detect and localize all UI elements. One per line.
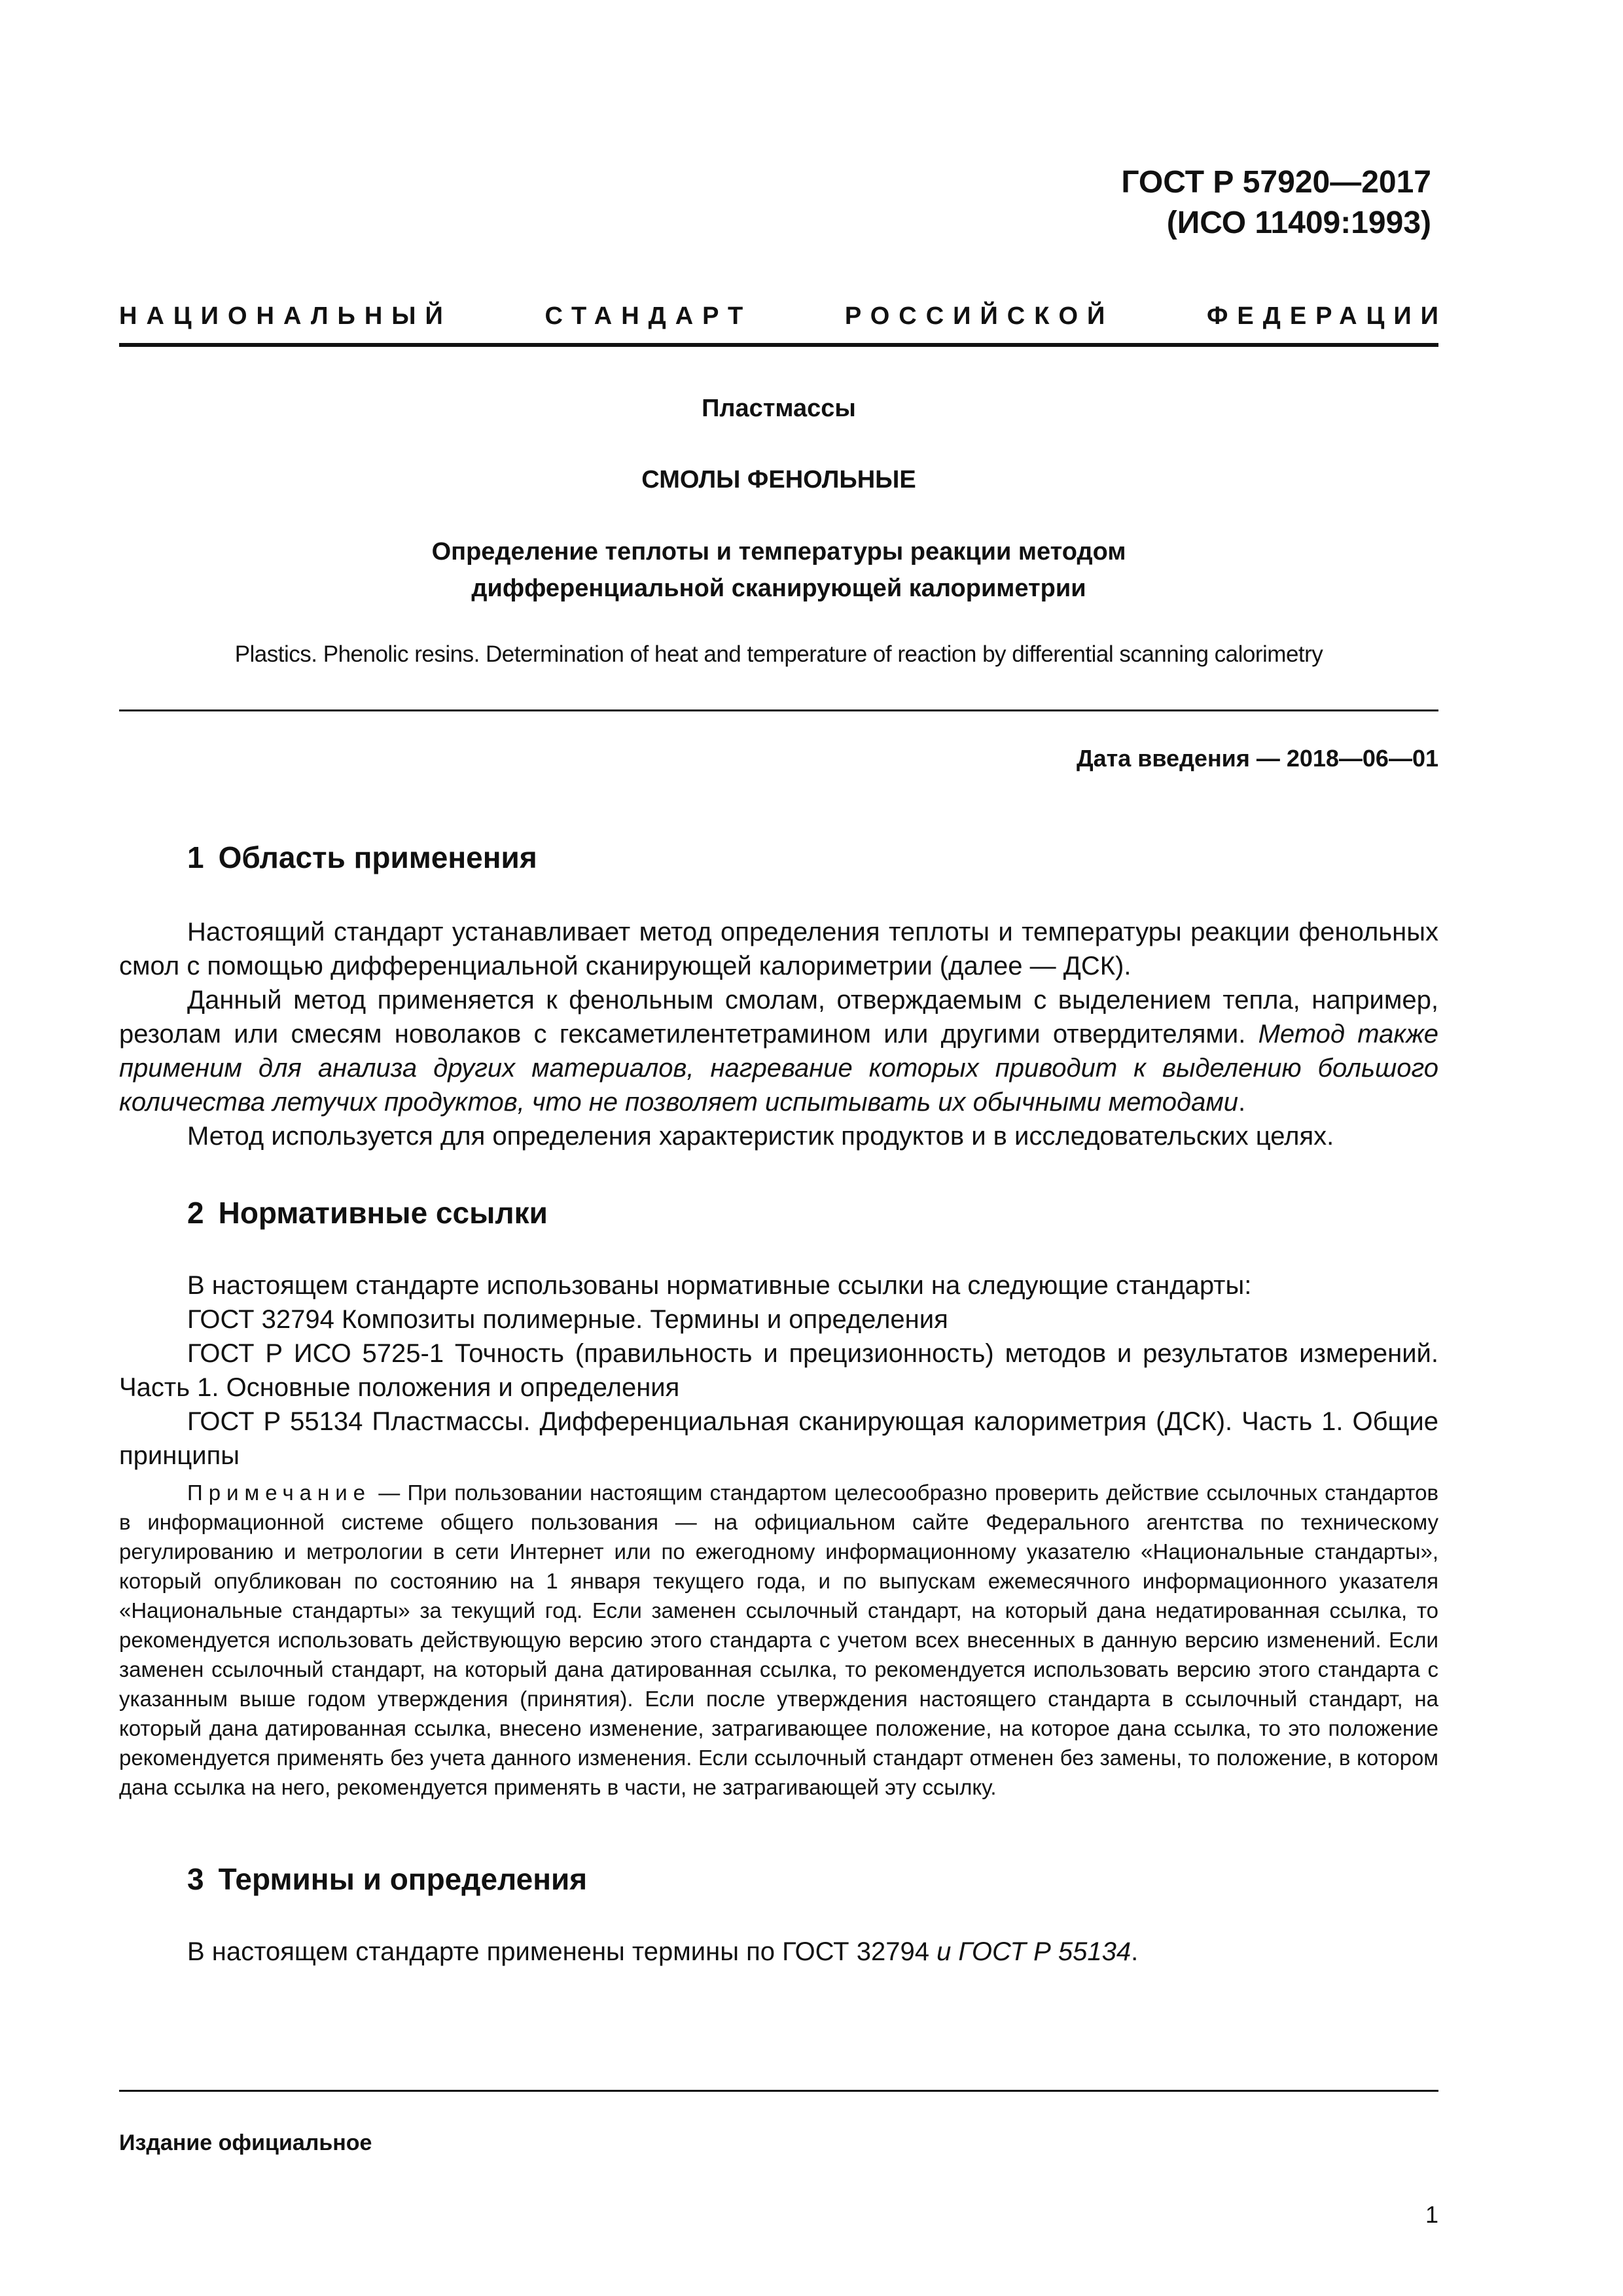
paragraph: Метод используется для определения характеристик продуктов и в исследовательских целях. xyxy=(187,1122,1334,1151)
iso-number: (ИСО 11409:1993) xyxy=(1166,206,1431,240)
standard-designation xyxy=(1121,162,1431,243)
banner-word: СТАНДАРТ xyxy=(544,302,753,330)
paragraph xyxy=(119,983,1438,1119)
paragraph: В настоящем стандарте использованы нормативные ссылки на следующие стандарты: xyxy=(187,1271,1252,1300)
paragraph-text: В настоящем стандарте применены термины по ГОСТ 32794 xyxy=(187,1937,937,1966)
paragraph xyxy=(119,1935,1438,1969)
footer-divider xyxy=(119,2090,1438,2092)
section-body xyxy=(119,1935,1438,1969)
paragraph-text: Данный метод применяется к фенольным смолам, отверждаемым с выделением тепла, например, резолам или смесям новолаков с гексаметилентетрамином или другими отвердителями. xyxy=(119,986,1438,1049)
header-divider xyxy=(119,343,1438,347)
note-label: Примечание xyxy=(187,1480,372,1505)
section-title: Нормативные ссылки xyxy=(218,1196,548,1230)
national-standard-banner xyxy=(119,302,1448,331)
section-title: Термины и определения xyxy=(218,1862,588,1896)
section-number: 2 xyxy=(187,1196,204,1230)
reference-item: ГОСТ Р ИСО 5725-1 Точность (правильность и прецизионность) методов и результатов измерений. Часть 1. Основные положения и определения xyxy=(119,1339,1438,1402)
title-subject: СМОЛЫ ФЕНОЛЬНЫЕ xyxy=(641,466,916,493)
title-method-line: дифференциальной сканирующей калориметрии xyxy=(471,575,1086,602)
section-body xyxy=(119,1268,1438,1473)
standard-number: ГОСТ Р 57920—2017 xyxy=(1121,165,1431,200)
banner-word: РОССИЙСКОЙ xyxy=(844,302,1115,330)
section-number: 3 xyxy=(187,1862,204,1896)
english-title: Plastics. Phenolic resins. Determination of heat and temperature of reaction by differential scanning calorimetry xyxy=(234,641,1323,667)
section-heading xyxy=(187,1861,587,1897)
reference-item: ГОСТ 32794 Композиты полимерные. Термины и определения xyxy=(187,1305,948,1334)
paragraph-italic-text: и ГОСТ Р 55134 xyxy=(936,1937,1132,1966)
paragraph-italic-text: Метод также применим для анализа других материалов, нагревание которых приводит к выделению большого количества летучих продуктов, что не позволяет испытывать их обычными методами xyxy=(119,1020,1438,1117)
paragraph: Настоящий стандарт устанавливает метод определения теплоты и температуры реакции фенольных смол с помощью дифференциальной сканирующей калориметрии (далее — ДСК). xyxy=(119,918,1438,980)
paragraph-text: . xyxy=(1131,1937,1139,1966)
note-block xyxy=(119,1478,1438,1802)
section-number: 1 xyxy=(187,840,204,874)
section-heading xyxy=(187,840,537,875)
official-edition-label: Издание официальное xyxy=(119,2130,372,2155)
title-method xyxy=(119,533,1438,607)
banner-word: НАЦИОНАЛЬНЫЙ xyxy=(119,302,452,330)
title-divider xyxy=(119,709,1438,711)
section-heading xyxy=(187,1195,548,1230)
reference-item: ГОСТ Р 55134 Пластмассы. Дифференциальная сканирующая калориметрия (ДСК). Часть 1. Общие принципы xyxy=(119,1407,1438,1470)
title-method-line: Определение теплоты и температуры реакции методом xyxy=(431,538,1126,565)
banner-word: ФЕДЕРАЦИИ xyxy=(1206,302,1448,330)
section-body xyxy=(119,915,1438,1153)
introduction-date: Дата введения — 2018—06—01 xyxy=(1076,745,1438,772)
title-category: Пластмассы xyxy=(702,395,856,422)
note-paragraph xyxy=(119,1478,1438,1802)
page-number: 1 xyxy=(1425,2201,1438,2228)
section-title: Область применения xyxy=(218,840,537,874)
note-text: — При пользовании настоящим стандартом целесообразно проверить действие ссылочных стандартов в информационной системе общего пользования — на официальном сайте Федерального агентства по техническому регулированию и метрологии в сети Интернет или по ежегодному информационному указателю «Национальные стандарты», который опубликован по состоянию на 1 января текущего года, и по выпускам ежемесячного информационного указателя «Национальные стандарты» за текущий год. Если заменен ссылочный стандарт, на который дана недатированная ссылка, то рекомендуется использовать действующую версию этого стандарта с учетом всех внесенных в данную версию изменений. Если заменен ссылочный стандарт, на который дана датированная ссылка, то рекомендуется использовать версию этого стандарта с указанным выше годом утверждения (принятия). Если после утверждения настоящего стандарта в ссылочный стандарт, на который дана датированная ссылка, внесено изменение, затрагивающее положение, на которое дана ссылка, то это положение рекомендуется применять без учета данного изменения. Если ссылочный стандарт отменен без замены, то положение, в котором дана ссылка на него, рекомендуется применять в части, не затрагивающей эту ссылку. xyxy=(119,1480,1438,1799)
paragraph-text: . xyxy=(1238,1088,1246,1117)
